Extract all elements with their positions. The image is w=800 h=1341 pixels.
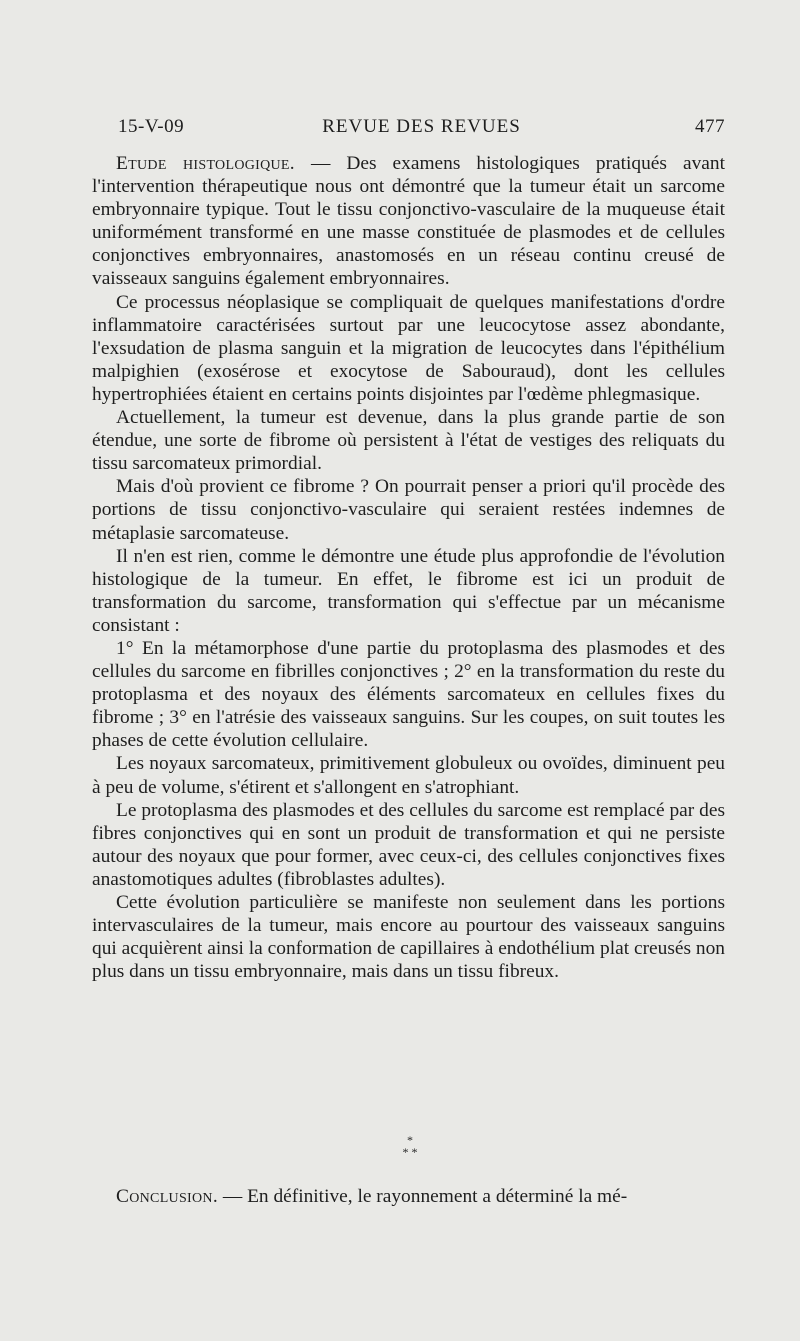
- paragraph: Ce processus néoplasique se compliquait de quelques manifestations d'ordre inflammatoire caractérisées surtout par une leucocytose assez abondante, l'exsudation de plasma sanguin et la migration de leucocytes dans l'épithélium malpighien (exosérose et exocytose de Sabouraud), dont les cellules hypertrophiées étaient en certains points disjointes par l'œdème phlegmasique.: [92, 291, 725, 405]
- paragraph: Il n'en est rien, comme le démontre une étude plus approfondie de l'évolution histologique de la tumeur. En effet, le fibrome est ici un produit de transformation du sarcome, transformation qui s'effectue par un mécanisme consistant :: [92, 545, 725, 636]
- paragraph: Cette évolution particulière se manifeste non seulement dans les portions intervasculaires de la tumeur, mais encore au pourtour des vaisseaux sanguins qui acquièrent ainsi la conformation de capillaires à endothélium plat creusés non plus dans un tissu embryonnaire, mais dans un tissu fibreux.: [92, 892, 725, 983]
- paragraph: Le protoplasma des plasmodes et des cellules du sarcome est remplacé par des fibres conjonctives qui en sont un produit de transformation et qui ne persiste autour des noyaux que pour former, avec ceux-ci, des cellules conjonctives fixes anastomotiques adultes (fibroblastes adultes).: [92, 799, 725, 890]
- conclusion-paragraph: [92, 1185, 725, 1208]
- separator-top-asterisk: *: [407, 1133, 413, 1147]
- section-separator: [0, 1134, 800, 1158]
- separator-bottom-asterisks: * *: [402, 1145, 418, 1159]
- paragraph: 1° En la métamorphose d'une partie du protoplasma des plasmodes et des cellules du sarcome en fibrilles conjonctives ; 2° en la transformation du reste du protoplasma et des noyaux des éléments sarcomateux en cellules fixes du fibrome ; 3° en l'atrésie des vaisseaux sanguins. Sur les coupes, on suit toutes les phases de cette évolution cellulaire.: [92, 637, 725, 752]
- section-lead: Conclusion.: [116, 1186, 218, 1207]
- page-number: 477: [695, 116, 725, 137]
- section-lead: Etude histologique.: [116, 153, 295, 174]
- paragraph: [92, 152, 725, 291]
- running-header: [118, 116, 725, 146]
- paragraph: Actuellement, la tumeur est devenue, dans la plus grande partie de son étendue, une sorte de fibrome où persistent à l'état de vestiges des reliquats du tissu sarcomateux primordial.: [92, 407, 725, 475]
- paragraph: Les noyaux sarcomateux, primitivement globuleux ou ovoïdes, diminuent peu à peu de volume, s'étirent et s'allongent en s'atrophiant.: [92, 753, 725, 798]
- header-journal-section: REVUE DES REVUES: [322, 116, 521, 137]
- paragraph: Mais d'où provient ce fibrome ? On pourrait penser a priori qu'il procède des portions de tissu conjonctivo-vasculaire qui seraient restées indemnes de métaplasie sarcomateuse.: [92, 476, 725, 544]
- body-text: [92, 152, 725, 983]
- paragraph-text: — Des examens histologiques pratiqués avant l'intervention thérapeutique nous ont démontré que la tumeur était un sarcome embryonnaire typique. Tout le tissu conjonctivo-vasculaire de la muqueuse était uniformément transformé en une masse constituée de plasmodes et de cellules conjonctives embryonnaires, anastomosés en un réseau continu creusé de vaisseaux sanguins également embryonnaires.: [92, 153, 725, 290]
- header-issue-date: 15-V-09: [118, 116, 185, 137]
- paragraph-text: — En définitive, le rayonnement a déterminé la mé-: [217, 1186, 628, 1207]
